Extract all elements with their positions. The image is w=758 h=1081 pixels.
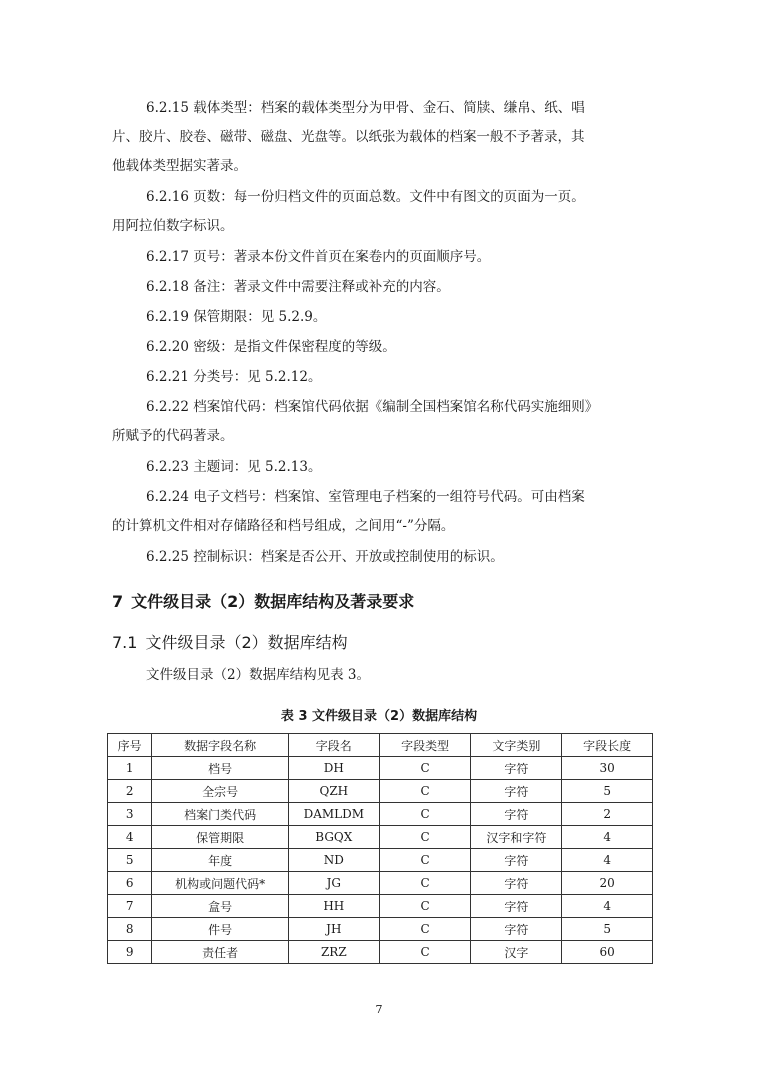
text-category-cell: 字符 <box>471 780 562 803</box>
field-code-cell: BGQX <box>288 826 379 849</box>
table-row <box>108 941 653 964</box>
field-length-cell: 4 <box>562 895 653 918</box>
row-number-cell: 8 <box>108 918 152 941</box>
text-line: 6.2.20 密级：是指文件保密程度的等级。 <box>146 339 396 355</box>
text-category-cell: 字符 <box>471 849 562 872</box>
table-row <box>108 895 653 918</box>
clause-6-2-22 <box>112 393 652 451</box>
text-category-cell: 字符 <box>471 757 562 780</box>
subsection-number: 7.1 <box>112 633 138 652</box>
row-number-cell: 6 <box>108 872 152 895</box>
field-name-cell: 保管期限 <box>152 826 288 849</box>
table-row <box>108 849 653 872</box>
clause-6-2-18 <box>112 273 652 302</box>
text-line: 6.2.19 保管期限：见 5.2.9。 <box>146 309 327 325</box>
text-line: 的计算机文件相对存储路径和档号组成，之间用“-”分隔。 <box>112 518 455 534</box>
text-line: 6.2.21 分类号：见 5.2.12。 <box>146 369 322 385</box>
table-caption: 表 3 文件级目录（2）数据库结构 <box>280 709 478 724</box>
field-length-cell: 60 <box>562 941 653 964</box>
row-number-cell: 1 <box>108 757 152 780</box>
table-row <box>108 918 653 941</box>
section-heading <box>112 589 422 612</box>
text-line: 6.2.22 档案馆代码：档案馆代码依据《编制全国档案馆名称代码实施细则》 <box>146 399 599 415</box>
field-type-cell: C <box>379 895 471 918</box>
text-line: 6.2.16 页数：每一份归档文件的页面总数。文件中有图文的页面为一页。 <box>146 189 585 205</box>
field-type-cell: C <box>379 849 471 872</box>
field-type-cell: C <box>379 941 471 964</box>
table-row <box>108 826 653 849</box>
row-number-cell: 3 <box>108 803 152 826</box>
field-name-cell: 档案门类代码 <box>152 803 288 826</box>
field-code-cell: JH <box>288 918 379 941</box>
field-code-cell: DAMLDM <box>288 803 379 826</box>
text-line: 用阿拉伯数字标识。 <box>112 218 234 234</box>
table-row <box>108 803 653 826</box>
field-type-cell: C <box>379 872 471 895</box>
field-name-cell: 档号 <box>152 757 288 780</box>
header-cell: 序号 <box>108 734 152 757</box>
field-length-cell: 5 <box>562 918 653 941</box>
table-header-row <box>108 734 653 757</box>
field-code-cell: ZRZ <box>288 941 379 964</box>
clause-6-2-21 <box>112 363 652 392</box>
field-length-cell: 30 <box>562 757 653 780</box>
table-row <box>108 872 653 895</box>
field-code-cell: JG <box>288 872 379 895</box>
field-length-cell: 4 <box>562 849 653 872</box>
field-name-cell: 全宗号 <box>152 780 288 803</box>
text-line: 6.2.24 电子文档号：档案馆、室管理电子档案的一组符号代码。可由档案 <box>146 489 585 505</box>
header-cell: 数据字段名称 <box>152 734 288 757</box>
clause-6-2-17 <box>112 243 652 272</box>
field-type-cell: C <box>379 780 471 803</box>
section-title: 文件级目录（2）数据库结构及著录要求 <box>131 592 415 611</box>
field-name-cell: 责任者 <box>152 941 288 964</box>
field-length-cell: 5 <box>562 780 653 803</box>
header-cell: 字段类型 <box>379 734 471 757</box>
text-category-cell: 字符 <box>471 918 562 941</box>
text-line: 所赋予的代码著录。 <box>112 428 234 444</box>
subsection-title: 文件级目录（2）数据库结构 <box>145 633 348 652</box>
text-line: 6.2.17 页号：著录本份文件首页在案卷内的页面顺序号。 <box>146 249 491 265</box>
text-category-cell: 字符 <box>471 895 562 918</box>
field-code-cell: DH <box>288 757 379 780</box>
table-body <box>108 757 653 964</box>
text-line: 他载体类型据实著录。 <box>112 158 247 174</box>
field-type-cell: C <box>379 803 471 826</box>
table-intro-text: 文件级目录（2）数据库结构见表 3。 <box>146 667 370 683</box>
field-name-cell: 件号 <box>152 918 288 941</box>
clause-6-2-19 <box>112 303 652 332</box>
clause-6-2-24 <box>112 483 652 541</box>
header-cell: 文字类别 <box>471 734 562 757</box>
field-length-cell: 4 <box>562 826 653 849</box>
row-number-cell: 4 <box>108 826 152 849</box>
row-number-cell: 5 <box>108 849 152 872</box>
text-category-cell: 字符 <box>471 872 562 895</box>
field-type-cell: C <box>379 918 471 941</box>
row-number-cell: 2 <box>108 780 152 803</box>
clause-6-2-25 <box>112 543 652 572</box>
field-type-cell: C <box>379 826 471 849</box>
field-code-cell: ND <box>288 849 379 872</box>
text-line: 6.2.23 主题词：见 5.2.13。 <box>146 459 322 475</box>
field-name-cell: 年度 <box>152 849 288 872</box>
text-category-cell: 字符 <box>471 803 562 826</box>
field-code-cell: QZH <box>288 780 379 803</box>
text-line: 6.2.18 备注：著录文件中需要注释或补充的内容。 <box>146 279 450 295</box>
text-category-cell: 汉字和字符 <box>471 826 562 849</box>
field-code-cell: HH <box>288 895 379 918</box>
row-number-cell: 7 <box>108 895 152 918</box>
field-name-cell: 盒号 <box>152 895 288 918</box>
field-length-cell: 2 <box>562 803 653 826</box>
row-number-cell: 9 <box>108 941 152 964</box>
subsection-heading <box>112 630 356 653</box>
header-cell: 字段名 <box>288 734 379 757</box>
header-cell: 字段长度 <box>562 734 653 757</box>
database-structure-table <box>107 733 653 964</box>
text-line: 6.2.15 载体类型：档案的载体类型分为甲骨、金石、简牍、缣帛、纸、唱 <box>146 100 585 116</box>
text-line: 6.2.25 控制标识：档案是否公开、开放或控制使用的标识。 <box>146 549 504 565</box>
section-number: 7 <box>112 592 124 611</box>
clause-6-2-16 <box>112 183 652 241</box>
clause-6-2-20 <box>112 333 652 362</box>
page-number: 7 <box>375 1003 383 1016</box>
clause-6-2-15 <box>112 94 652 181</box>
clause-6-2-23 <box>112 453 652 482</box>
text-category-cell: 汉字 <box>471 941 562 964</box>
table-row <box>108 757 653 780</box>
text-line: 片、胶片、胶卷、磁带、磁盘、光盘等。以纸张为载体的档案一般不予著录，其 <box>112 129 585 145</box>
table-row <box>108 780 653 803</box>
field-type-cell: C <box>379 757 471 780</box>
field-length-cell: 20 <box>562 872 653 895</box>
field-name-cell: 机构或问题代码* <box>152 872 288 895</box>
